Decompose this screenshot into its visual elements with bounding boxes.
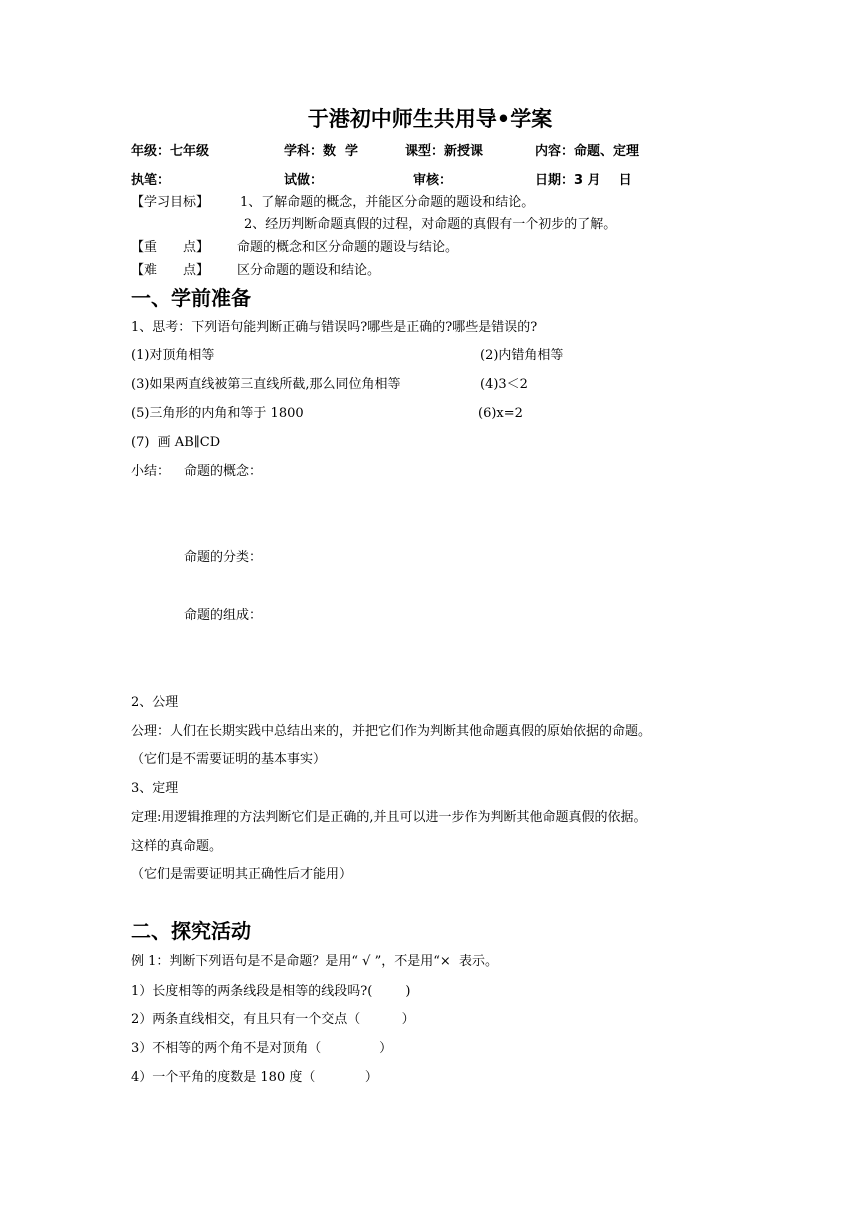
list-item: (1)对顶角相等 [131, 348, 215, 363]
page-title: 于港初中师生共用导•学案 [307, 107, 553, 131]
info-subject: 学科：数 学 [284, 144, 359, 159]
theorem-text-2: 这样的真命题。 [131, 839, 223, 854]
goal-item-1: 1、了解命题的概念，并能区分命题的题设和结论。 [240, 195, 535, 210]
goals-label: 【学习目标】 [131, 195, 210, 210]
list-item: (5)三角形的内角和等于 1800 [131, 406, 304, 421]
list-item: 2）两条直线相交，有且只有一个交点（ ） [131, 1012, 415, 1027]
axiom-text: 公理：人们在长期实践中总结出来的，并把它们作为判断其他命题真假的原始依据的命题。 [131, 724, 652, 739]
difficult-point-label: 【难 点】 [131, 263, 210, 278]
theorem-heading: 3、定理 [131, 781, 179, 796]
axiom-note: （它们是不需要证明的基本事实） [131, 752, 327, 767]
difficult-point-text: 区分命题的题设和结论。 [237, 263, 381, 278]
info-review: 审核： [413, 173, 453, 188]
theorem-note: （它们是需要证明其正确性后才能用） [131, 867, 353, 882]
list-item: (3)如果两直线被第三直线所截,那么同位角相等 [131, 377, 401, 392]
goal-item-2: 2、经历判断命题真假的过程，对命题的真假有一个初步的了解。 [244, 217, 617, 232]
info-trial: 试做： [284, 173, 324, 188]
list-item: 4）一个平角的度数是 180 度（ ） [131, 1070, 378, 1085]
info-content: 内容：命题、定理 [535, 144, 640, 159]
list-item: (6)x=2 [478, 406, 523, 421]
section2-heading: 二、探究活动 [131, 919, 251, 943]
summary-classify: 命题的分类： [184, 550, 263, 565]
question-1: 1、思考：下列语句能判断正确与错误吗?哪些是正确的?哪些是错误的? [131, 320, 538, 335]
summary-concept: 命题的概念： [184, 464, 263, 479]
list-item: 3）不相等的两个角不是对顶角（ ） [131, 1041, 393, 1056]
key-point-label: 【重 点】 [131, 240, 210, 255]
theorem-text: 定理:用逻辑推理的方法判断它们是正确的,并且可以进一步作为判断其他命题真假的依据。 [131, 810, 647, 825]
axiom-heading: 2、公理 [131, 695, 179, 710]
info-grade: 年级：七年级 [131, 144, 210, 159]
list-item: (7) 画 AB∥CD [131, 435, 221, 450]
info-lesson-type: 课型：新授课 [405, 144, 484, 159]
list-item: 1）长度相等的两条线段是相等的线段吗?( ) [131, 984, 411, 999]
list-item: (4)3＜2 [480, 377, 528, 392]
list-item: (2)内错角相等 [480, 348, 564, 363]
summary-compose: 命题的组成： [184, 608, 263, 623]
section1-heading: 一、学前准备 [131, 286, 251, 310]
info-writer: 执笔： [131, 173, 171, 188]
key-point-text: 命题的概念和区分命题的题设与结论。 [237, 240, 459, 255]
example-1: 例 1：判断下列语句是不是命题？是用“ √ ”，不是用“× 表示。 [131, 954, 499, 969]
info-date: 日期：3 月 日 [535, 173, 632, 188]
summary-label: 小结： [131, 464, 171, 479]
